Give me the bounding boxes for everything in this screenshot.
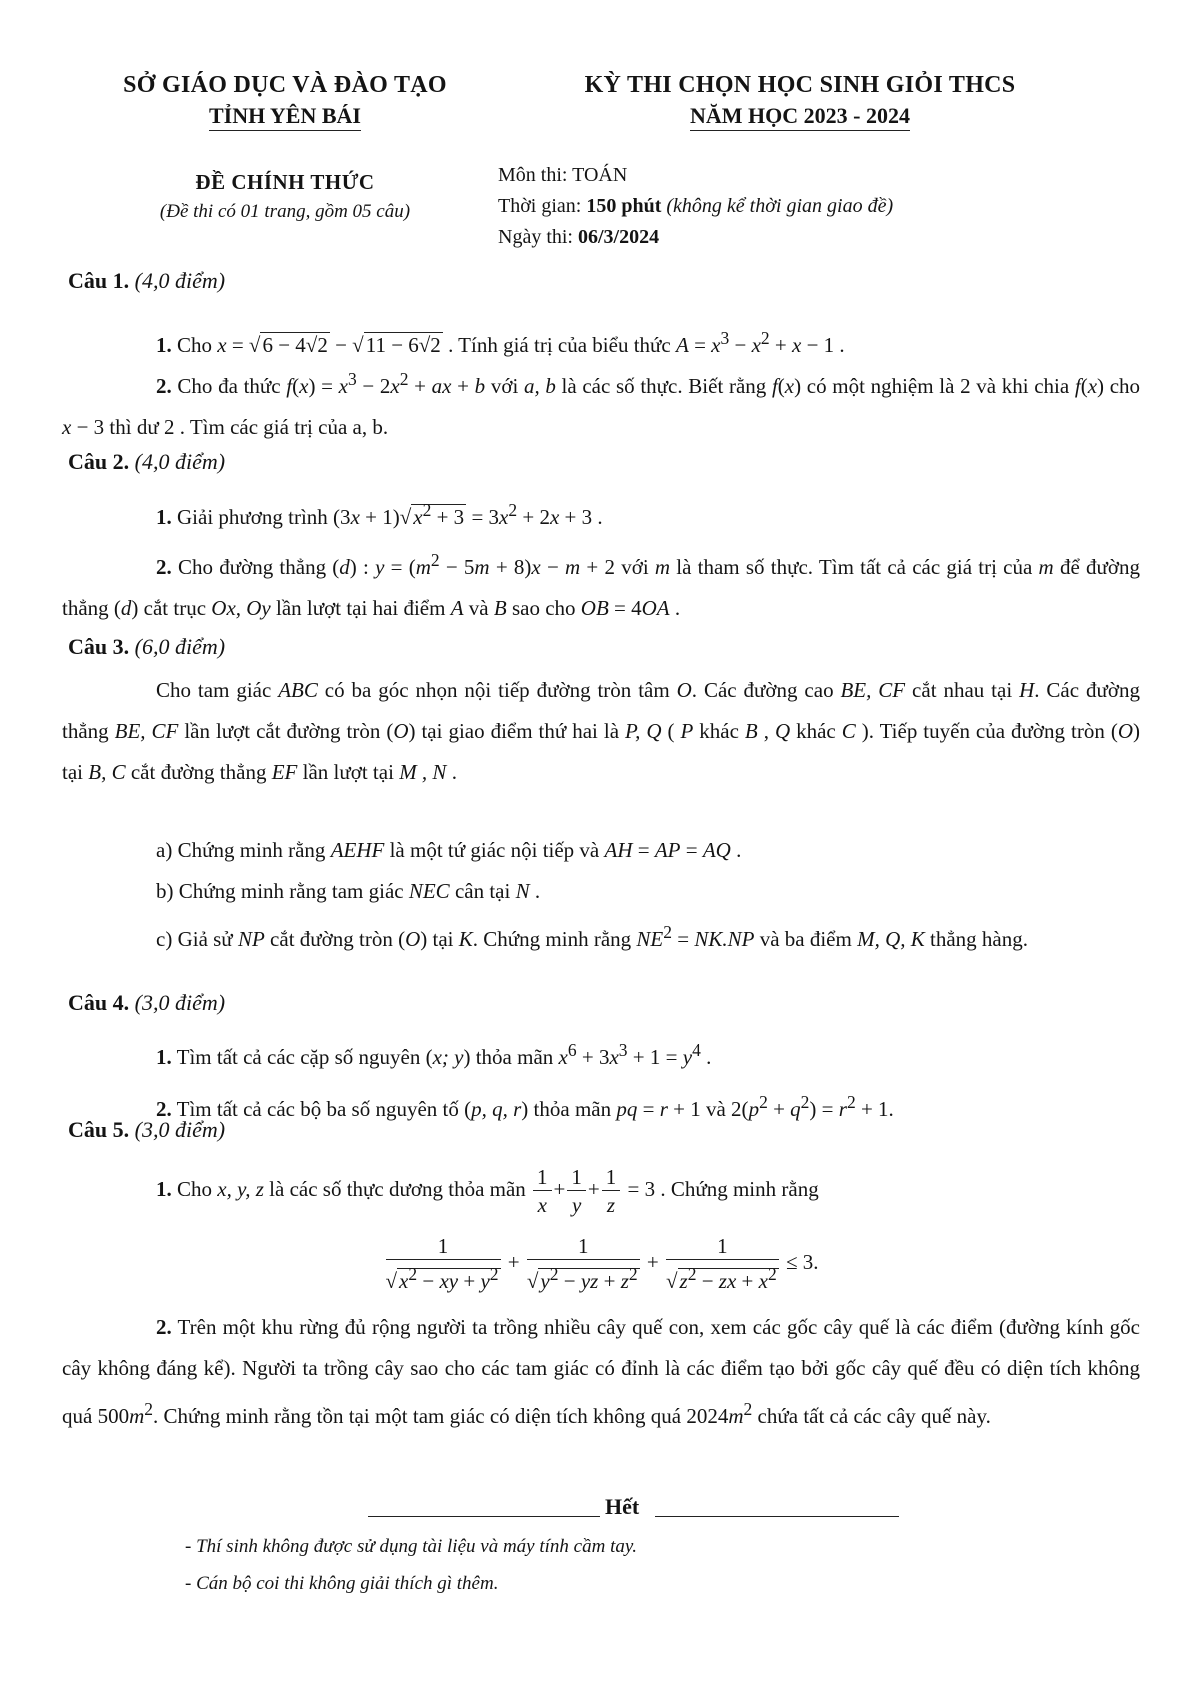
end-rule-left [368, 1516, 600, 1517]
question-2-part-2: 2. Cho đường thẳng (d) : $y = (m^2 - 5m + 8)x - m + 2$ với m là tham số thực. Tìm tất cả các giá trị của m để đường thẳng (d) cắt trục Ox, Oy lần lượt tại hai điểm A và B sao cho OB = 4OA . [62, 550, 1140, 620]
question-5-part-1: 1. Cho x, y, z là các số thực dương thỏa mãn $\frac{1}{x}$ + $\frac{1}{y}$ + $\frac{1}{z}$ = 3 . Chứng minh rằng [156, 1164, 819, 1217]
date-value: 06/3/2024 [578, 226, 660, 248]
date-line: Ngày thi: 06/3/2024 [498, 226, 660, 248]
question-4-part-2: 2. Tìm tất cả các bộ ba số nguyên tố (p, q, r) thỏa mãn pq = r + 1 và $2(p^2 + q^2) = r^2 + 1$. [156, 1092, 894, 1121]
question-1-part-1: 1. Cho x = √6 − 4√2 − √11 − 6√2 . Tính giá trị của biểu thức $A = x^3 - x^2 + x - 1$ . [156, 328, 845, 357]
exam-meta [498, 160, 1058, 253]
department-name: SỞ GIÁO DỤC VÀ ĐÀO TẠO [123, 72, 447, 98]
time-value: 150 phút [586, 195, 662, 217]
school-year: NĂM HỌC 2023 - 2024 [690, 103, 910, 131]
time-line: Thời gian: 150 phút (không kể thời gian giao đề) [498, 195, 894, 217]
subject-value: TOÁN [572, 164, 628, 186]
question-3-part-b: b) Chứng minh rằng tam giác NEC cân tại N . [156, 879, 541, 903]
question-1-title: Câu 1. (4,0 điểm) [68, 268, 226, 293]
province-name: TỈNH YÊN BÁI [209, 103, 361, 131]
official-label-block [95, 170, 475, 223]
footer-note-2: - Cán bộ coi thi không giải thích gì thêm. [185, 1573, 499, 1594]
question-3-part-c: c) Giả sử NP cắt đường tròn (O) tại K. Chứng minh rằng $NE^2 = NK.NP$ và ba điểm M, Q, K thẳng hàng. [156, 922, 1028, 951]
end-rule-right [655, 1516, 899, 1517]
question-3-part-a: a) Chứng minh rằng AEHF là một tứ giác nội tiếp và AH = AP = AQ . [156, 838, 742, 862]
question-5-part-2: 2. Trên một khu rừng đủ rộng người ta trồng nhiều cây quế con, xem các gốc cây quế là các điểm (đường kính gốc cây không đáng kể). Người ta trồng cây sao cho các tam giác có đỉnh là các điểm tạo bởi gốc cây quế đều có diện tích không quá $500m^2$. Chứng minh rằng tồn tại một tam giác có diện tích không quá $2024m^2$ chứa tất cả các cây quế này. [62, 1315, 1140, 1428]
question-3-statement: Cho tam giác ABC có ba góc nhọn nội tiếp đường tròn tâm O. Các đường cao BE, CF cắt nhau tại H. Các đường thẳng BE, CF lần lượt cắt đường tròn (O) tại giao điểm thứ hai là P, Q ( P khác B , Q khác C ). Tiếp tuyến của đường tròn (O) tại B, C cắt đường thẳng EF lần lượt tại M , N . [62, 678, 1140, 784]
end-label: Hết [605, 1494, 640, 1519]
question-2-title: Câu 2. (4,0 điểm) [68, 449, 226, 474]
question-5-inequality: $\frac{1}{√x^2 - xy + y^2}$ + $\frac{1}{√y^2 - yz + z^2}$ + $\frac{1}{√z^2 - zx + x^2}$ ≤ 3. [385, 1234, 819, 1294]
official-label: ĐỀ CHÍNH THỨC [195, 170, 375, 194]
question-5-title: Câu 5. (3,0 điểm) [68, 1117, 226, 1142]
question-4-title: Câu 4. (3,0 điểm) [68, 990, 226, 1015]
question-3-title: Câu 3. (6,0 điểm) [68, 634, 226, 659]
question-2-part-1: 1. Giải phương trình $(3x + 1)√x^2 + 3 = 3x^2 + 2x + 3$ . [156, 500, 603, 529]
official-note: (Đề thi có 01 trang, gồm 05 câu) [159, 201, 411, 222]
exam-header [540, 72, 1060, 131]
question-4-part-1: 1. Tìm tất cả các cặp số nguyên (x; y) thỏa mãn $x^6 + 3x^3 + 1 = y^4$ . [156, 1040, 712, 1069]
footer-note-1: - Thí sinh không được sử dụng tài liệu và máy tính cầm tay. [185, 1536, 637, 1557]
department-header [95, 72, 475, 131]
exam-name: KỲ THI CHỌN HỌC SINH GIỎI THCS [584, 72, 1016, 98]
question-1-part-2: 2. Cho đa thức $f(x) = x^3 - 2x^2$ + ax + b với a, b là các số thực. Biết rằng f(x) có một nghiệm là 2 và khi chia f(x) cho x − 3 thì dư 2 . Tìm các giá trị của a, b. [62, 369, 1141, 439]
subject-line: Môn thi: TOÁN [498, 164, 628, 186]
